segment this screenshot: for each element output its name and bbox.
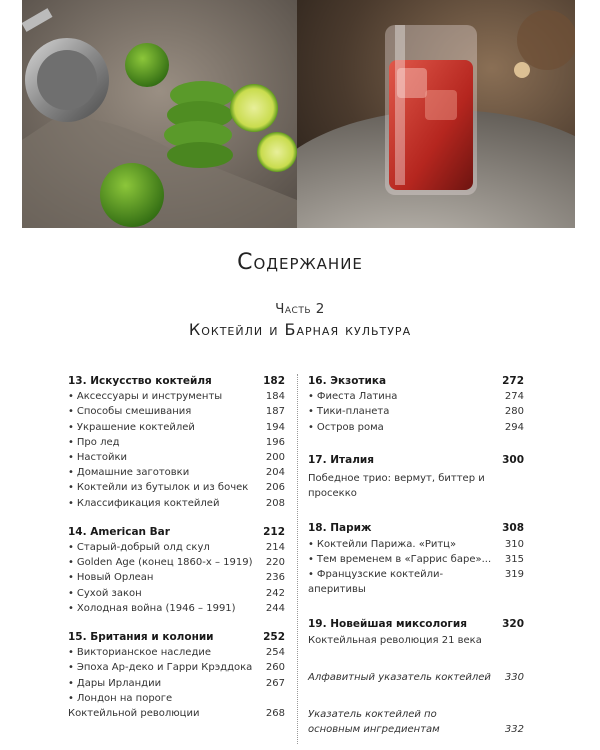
entry-page: 200: [265, 452, 285, 464]
toc-right-column: [308, 374, 524, 737]
chapter-page: 300: [502, 453, 524, 466]
entry-label: • Аксессуары и инструменты: [68, 389, 266, 404]
chapter-note: Коктейльная революция 21 века: [308, 634, 482, 646]
entry-page: 194: [265, 421, 285, 433]
spacer: [308, 597, 524, 617]
toc-entry[interactable]: [68, 645, 285, 660]
chapter-page: 212: [263, 525, 285, 538]
entry-page: 254: [265, 647, 285, 659]
toc-entry[interactable]: [68, 676, 285, 691]
entry-label: • Коктейли Парижа. «Ритц»: [308, 537, 505, 552]
index-page: 332: [504, 724, 524, 736]
toc-entry[interactable]: [68, 496, 285, 511]
entry-label: • Домашние заготовки: [68, 465, 266, 480]
entry-page: 196: [265, 436, 285, 448]
toc-entry[interactable]: [68, 450, 285, 465]
entry-page: 244: [265, 602, 285, 614]
chapter-title: 15. Британия и колонии: [68, 631, 214, 644]
toc-entry[interactable]: [68, 420, 285, 435]
entry-page: 294: [504, 421, 524, 433]
toc-entry[interactable]: [68, 480, 285, 495]
toc-chapter[interactable]: [68, 630, 285, 645]
chapter-title: 18. Париж: [308, 522, 372, 535]
entry-label: • Фиеста Латина: [308, 389, 505, 404]
toc-entry[interactable]: [308, 420, 524, 435]
entry-page: 220: [265, 557, 285, 569]
entry-page: 280: [504, 406, 524, 418]
spacer: [308, 435, 524, 453]
entry-page: 267: [265, 677, 285, 689]
chapter-title: 19. Новейшая миксология: [308, 618, 468, 631]
toc-entry[interactable]: [308, 567, 524, 597]
toc-chapter[interactable]: [308, 374, 524, 389]
entry-page: 204: [265, 467, 285, 479]
entry-label: • Остров рома: [308, 420, 505, 435]
toc-entry[interactable]: [308, 552, 524, 567]
spacer: [308, 648, 524, 670]
entry-page: 268: [265, 708, 285, 720]
entry-label: • Сухой закон: [68, 586, 266, 601]
entry-label: • Коктейли из бутылок и из бочек: [68, 480, 266, 495]
entry-page: 184: [265, 391, 285, 403]
chapter-page: 320: [502, 618, 524, 631]
toc-entry[interactable]: [68, 389, 285, 404]
toc-index-entry[interactable]: [308, 670, 524, 685]
index-label: Алфавитный указатель коктейлей: [308, 671, 491, 683]
entry-label: • Холодная война (1946 – 1991): [68, 601, 266, 616]
entry-page: 315: [504, 553, 524, 565]
chapter-page: 308: [502, 522, 524, 535]
part-label: Часть 2: [275, 301, 325, 317]
chapter-page: 182: [263, 375, 285, 387]
toc-entry[interactable]: [68, 435, 285, 450]
chapter-title: 14. American Bar: [68, 525, 170, 538]
spacer: [308, 685, 524, 707]
entry-page: 319: [504, 569, 524, 581]
entry-page: 274: [504, 391, 524, 403]
chapter-page: 272: [502, 375, 524, 387]
chapter-title: 17. Италия: [308, 453, 375, 466]
index-label: Указатель коктейлей по основным ингредиентам: [308, 709, 440, 736]
entry-label: • Golden Age (конец 1860-х – 1919): [68, 555, 266, 570]
page-title: Содержание: [237, 250, 363, 275]
photo-limes-juicer: [22, 0, 297, 228]
entry-page: 187: [265, 406, 285, 418]
entry-page: 208: [265, 497, 285, 509]
toc-chapter[interactable]: [68, 525, 285, 540]
entry-label: • Классификация коктейлей: [68, 496, 266, 511]
entry-label: • Тем временем в «Гаррис баре»...: [308, 552, 505, 567]
spacer: [308, 501, 524, 521]
entry-label: • Новый Орлеан: [68, 570, 266, 585]
entry-label: • Дары Ирландии: [68, 676, 266, 691]
toc-entry[interactable]: [68, 570, 285, 585]
toc-entry[interactable]: [308, 404, 524, 419]
entry-label: • Французские коктейли-аперитивы: [308, 567, 505, 597]
chapter-page: 252: [263, 631, 285, 644]
toc-chapter[interactable]: [308, 453, 524, 468]
entry-page: 310: [504, 538, 524, 550]
toc-entry[interactable]: [68, 691, 285, 721]
toc-entry[interactable]: [308, 389, 524, 404]
toc-entry[interactable]: [68, 601, 285, 616]
toc-entry[interactable]: [68, 660, 285, 675]
entry-page: 236: [265, 572, 285, 584]
entry-page: 242: [265, 587, 285, 599]
part-subtitle: Коктейли и Барная культура: [188, 320, 412, 339]
toc-entry[interactable]: [68, 540, 285, 555]
toc-entry[interactable]: [68, 465, 285, 480]
spacer: [68, 616, 285, 630]
chapter-title: 16. Экзотика: [308, 375, 387, 387]
toc-chapter[interactable]: [308, 617, 524, 632]
entry-label: • Тики-планета: [308, 404, 505, 419]
entry-label: • Эпоха Ар-деко и Гарри Крэддока: [68, 660, 266, 675]
entry-page: 260: [265, 662, 285, 674]
entry-page: 214: [265, 542, 285, 554]
toc-left-column: [68, 374, 285, 721]
entry-label: • Украшение коктейлей: [68, 420, 266, 435]
entry-label: • Старый-добрый олд скул: [68, 540, 266, 555]
entry-label: • Настойки: [68, 450, 266, 465]
entry-label: • Викторианское наследие: [68, 645, 266, 660]
toc-entry[interactable]: [308, 537, 524, 552]
chapter-note: Победное трио: вермут, биттер и просекко: [308, 473, 485, 500]
toc-chapter[interactable]: [68, 374, 285, 389]
photo-red-cocktail: [297, 0, 575, 228]
entry-label: • Про лед: [68, 435, 266, 450]
index-page: 330: [504, 671, 524, 683]
entry-page: 206: [265, 482, 285, 494]
spacer: [68, 511, 285, 525]
toc-entry[interactable]: [68, 586, 285, 601]
entry-label: • Способы смешивания: [68, 404, 266, 419]
toc-entry[interactable]: [68, 404, 285, 419]
toc-entry[interactable]: [68, 555, 285, 570]
chapter-title: 13. Искусство коктейля: [68, 375, 212, 387]
toc-index-entry[interactable]: [308, 707, 524, 737]
toc-chapter[interactable]: [308, 521, 524, 536]
column-divider: [297, 374, 298, 744]
entry-label: • Лондон на пороге Коктейльной революции: [68, 691, 234, 721]
